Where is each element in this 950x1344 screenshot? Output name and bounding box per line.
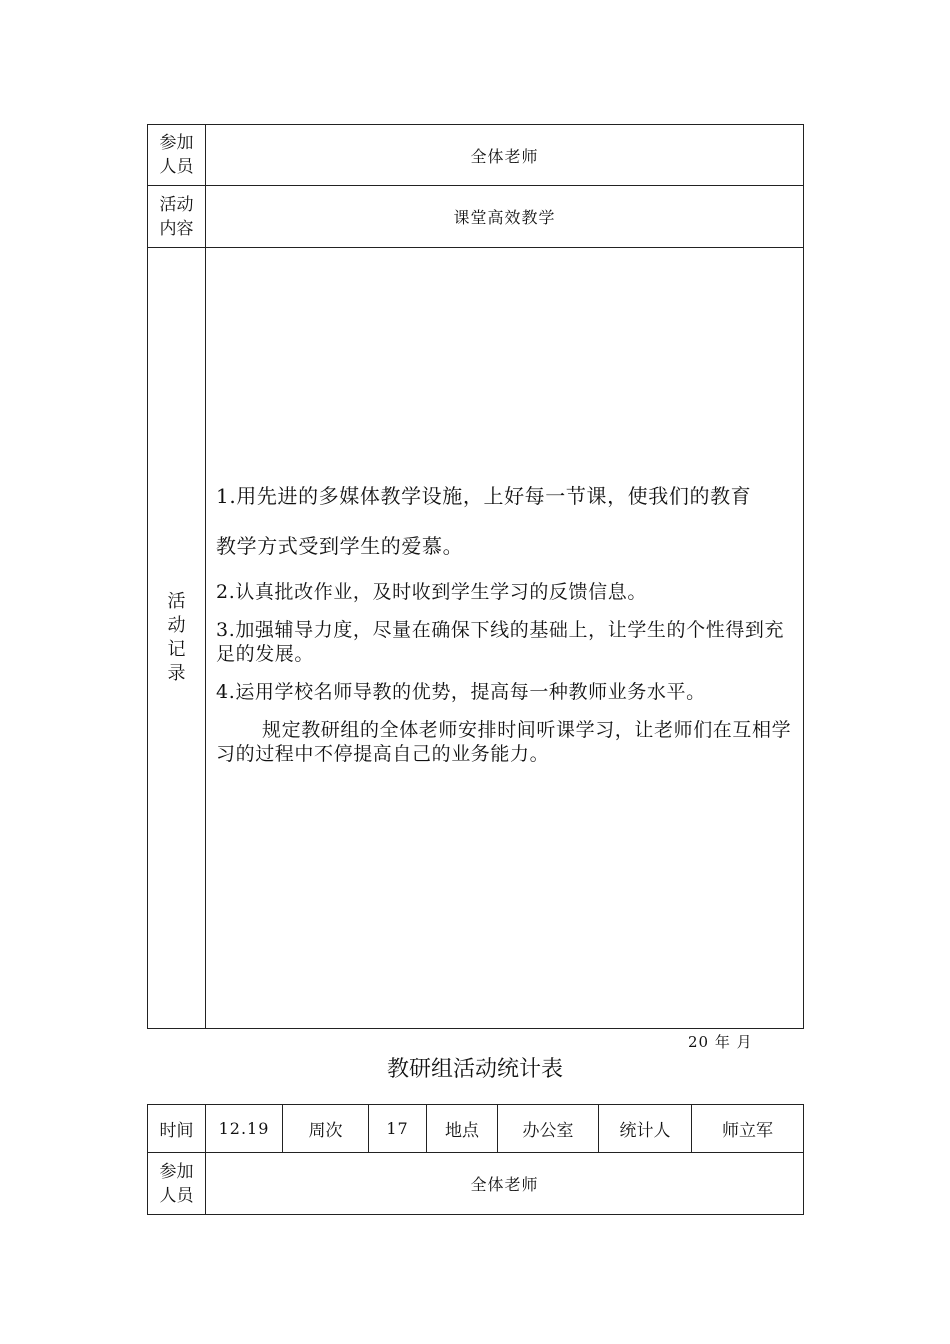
record-label-char: 记 xyxy=(167,639,186,660)
stat-person-value: 师立军 xyxy=(692,1105,804,1153)
place-label: 地点 xyxy=(427,1105,498,1153)
participants-label-2-line1: 参加 xyxy=(159,1161,194,1182)
record-label-char: 活 xyxy=(167,591,186,612)
content-label-line2: 内容 xyxy=(159,218,194,239)
record-label-char: 录 xyxy=(167,663,186,684)
content-value: 课堂高效教学 xyxy=(206,186,804,248)
record-paragraph: 4.运用学校名师导教的优势，提高每一种教师业务水平。 xyxy=(216,681,706,703)
record-paragraph: 3.加强辅导力度，尽量在确保下线的基础上，让学生的个性得到充足的发展。 xyxy=(216,619,785,665)
participants-value-2: 全体老师 xyxy=(206,1153,804,1215)
record-label xyxy=(148,248,206,1029)
record-paragraph: 1.用先进的多媒体教学设施，上好每一节课，使我们的教育 xyxy=(216,484,752,508)
participants-label-line2: 人员 xyxy=(159,157,194,177)
participants-label-line1: 参加 xyxy=(159,133,194,153)
date-line: 20 年 月 xyxy=(688,1033,753,1051)
participants-label-2 xyxy=(148,1153,206,1215)
record-paragraph: 2.认真批改作业，及时收到学生学习的反馈信息。 xyxy=(216,581,647,603)
week-value: 17 xyxy=(369,1105,427,1153)
place-value: 办公室 xyxy=(498,1105,599,1153)
time-value: 12.19 xyxy=(206,1105,283,1153)
record-paragraph: 规定教研组的全体老师安排时间听课学习，让老师们在互相学习的过程中不停提高自己的业务能力。 xyxy=(216,719,792,765)
week-label: 周次 xyxy=(283,1105,369,1153)
participants-value: 全体老师 xyxy=(206,125,804,186)
participants-label xyxy=(148,125,206,186)
record-content xyxy=(206,248,804,1029)
page-title: 教研组活动统计表 xyxy=(386,1057,563,1082)
time-label: 时间 xyxy=(148,1105,206,1153)
record-label-char: 动 xyxy=(167,615,186,636)
content-label xyxy=(148,186,206,248)
record-paragraph: 教学方式受到学生的爱慕。 xyxy=(216,534,464,558)
participants-label-2-line2: 人员 xyxy=(159,1185,194,1206)
statistics-table xyxy=(147,1104,804,1215)
stat-person-label: 统计人 xyxy=(599,1105,692,1153)
activity-record-table xyxy=(147,124,804,1029)
content-label-line1: 活动 xyxy=(159,194,194,215)
